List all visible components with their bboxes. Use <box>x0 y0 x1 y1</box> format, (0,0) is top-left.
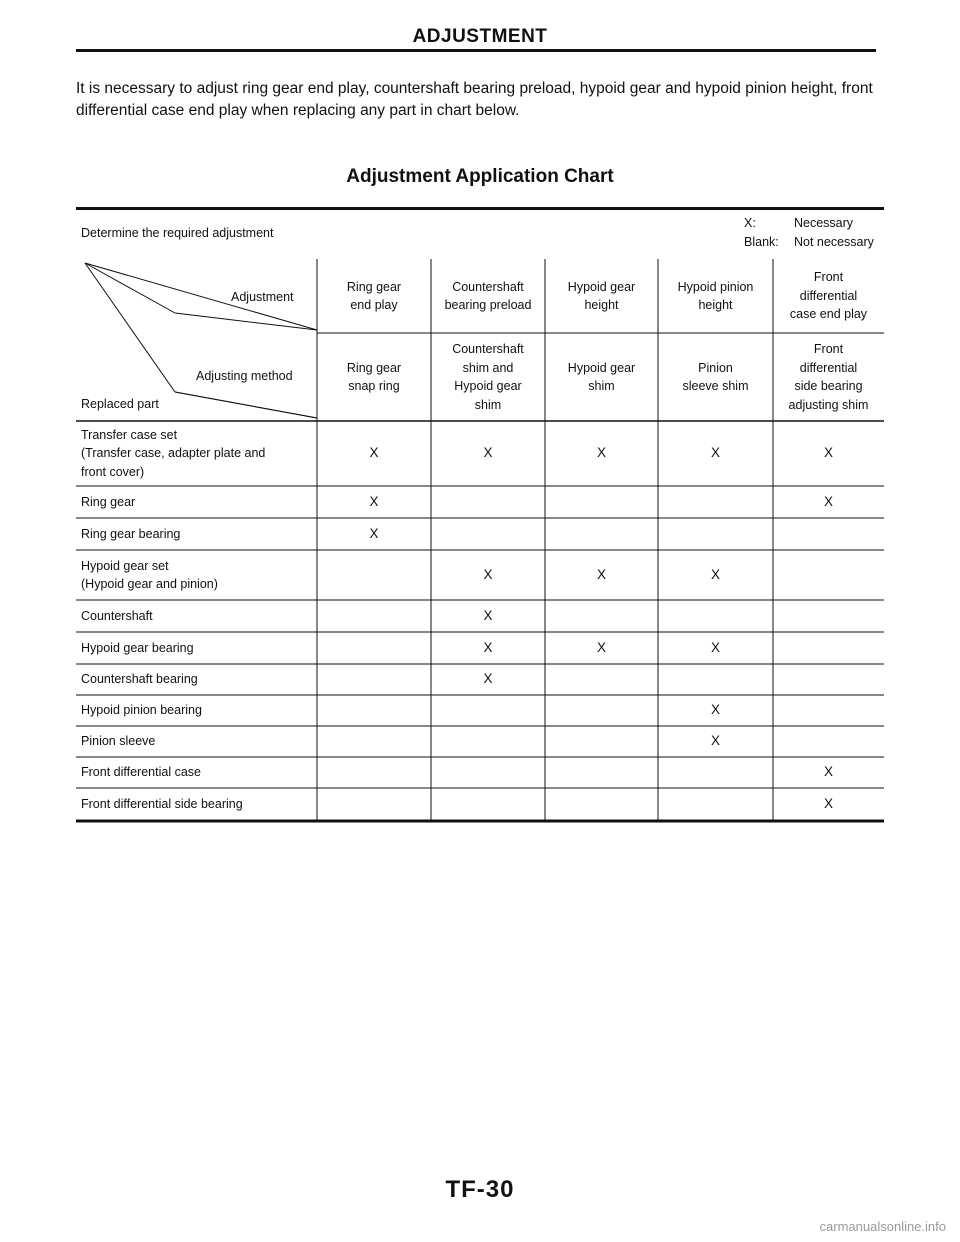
corner-diagonal-line <box>85 263 175 392</box>
legend-key: X: <box>744 216 756 230</box>
page-title: ADJUSTMENT <box>412 26 548 47</box>
necessary-mark: X <box>710 639 720 655</box>
adjustment-header: Hypoid pinion height <box>677 279 754 312</box>
necessary-mark: X <box>483 445 493 461</box>
necessary-mark: X <box>710 445 720 461</box>
replaced-part-label: Hypoid pinion bearing <box>81 703 202 718</box>
necessary-mark: X <box>483 639 493 655</box>
necessary-mark: X <box>823 764 833 780</box>
corner-replaced-part: Replaced part <box>81 396 159 411</box>
adjustment-header: Ring gear end play <box>346 279 402 312</box>
replaced-part-label: Countershaft <box>81 608 153 623</box>
replaced-part-label: Front differential case <box>81 765 201 780</box>
replaced-part-label: Ring gear <box>81 494 136 509</box>
replaced-part-label: Ring gear bearing <box>81 526 181 541</box>
method-header: Pinion sleeve shim <box>682 360 749 393</box>
necessary-mark: X <box>710 733 720 749</box>
necessary-mark: X <box>823 445 833 461</box>
necessary-mark: X <box>596 639 606 655</box>
method-header: Hypoid gear shim <box>567 360 636 393</box>
corner-adjusting-method: Adjusting method <box>196 368 293 383</box>
replaced-part-label: Hypoid gear bearing <box>81 640 194 655</box>
adjustment-header: Countershaft bearing preload <box>444 279 532 312</box>
corner-diagonal-line <box>85 263 175 313</box>
chart-title: Adjustment Application Chart <box>346 166 614 187</box>
replaced-part-label: Pinion sleeve <box>81 734 156 749</box>
necessary-mark: X <box>596 566 606 582</box>
necessary-mark: X <box>483 566 493 582</box>
necessary-mark: X <box>483 607 493 623</box>
necessary-mark: X <box>369 525 379 541</box>
replaced-part-label: Hypoid gear set (Hypoid gear and pinion) <box>81 558 218 591</box>
necessary-mark: X <box>596 445 606 461</box>
necessary-mark: X <box>710 702 720 718</box>
corner-adjustment: Adjustment <box>231 289 294 304</box>
method-header: Countershaft shim and Hypoid gear shim <box>452 342 524 412</box>
necessary-mark: X <box>369 445 379 461</box>
corner-diagonal-line <box>175 313 317 330</box>
necessary-mark: X <box>710 566 720 582</box>
determine-label: Determine the required adjustment <box>81 226 274 240</box>
page-number: TF-30 <box>445 1176 515 1203</box>
necessary-mark: X <box>823 493 833 509</box>
replaced-part-label: Front differential side bearing <box>81 797 243 812</box>
watermark: carmanualsonline.info <box>819 1219 946 1234</box>
necessary-mark: X <box>369 493 379 509</box>
adjustment-header: Front differential case end play <box>789 270 868 322</box>
necessary-mark: X <box>483 671 493 687</box>
method-header: Ring gear snap ring <box>346 360 402 393</box>
necessary-mark: X <box>823 796 833 812</box>
corner-diagonal-line <box>175 392 317 418</box>
legend-value: Not necessary <box>794 235 874 249</box>
replaced-part-label: Countershaft bearing <box>81 672 198 687</box>
legend-key: Blank: <box>744 235 779 249</box>
adjustment-header: Hypoid gear height <box>567 279 636 312</box>
replaced-part-label: Transfer case set (Transfer case, adapter plate and front cover) <box>81 427 266 479</box>
method-header: Front differential side bearing adjusting shim <box>788 342 869 412</box>
intro-paragraph: It is necessary to adjust ring gear end play, countershaft bearing preload, hypoid gear and hypoid pinion height, front differential case end play when replacing any part in chart below. <box>76 80 873 119</box>
legend-value: Necessary <box>794 216 854 230</box>
